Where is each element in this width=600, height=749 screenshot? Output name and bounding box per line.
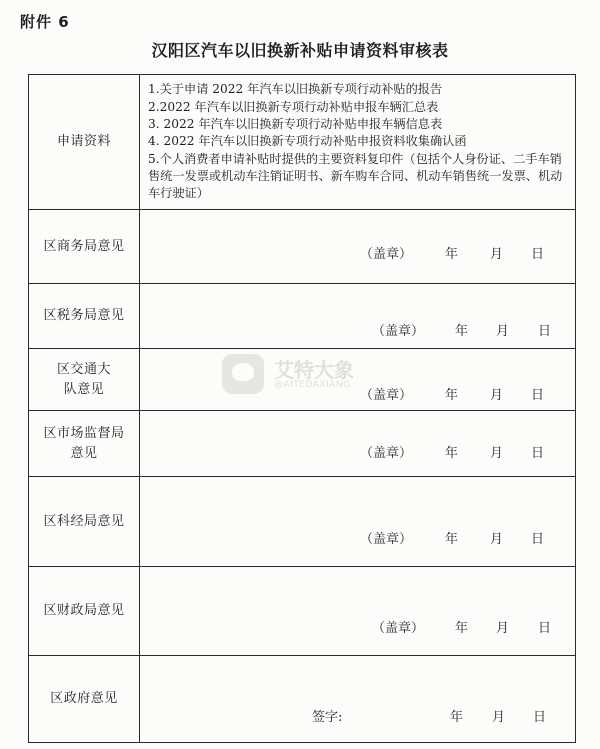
opinion-row-government — [29, 656, 576, 743]
date-month: 月 — [496, 324, 510, 339]
materials-item: 4. 2022 年汽车以旧换新专项行动补贴申报资料收集确认函 — [148, 134, 467, 149]
row-label-market: 区市场监督局意见 — [29, 411, 140, 477]
date-month: 月 — [490, 532, 504, 547]
signature-label: 签字: — [312, 710, 343, 725]
opinion-cell-commerce — [140, 210, 576, 284]
row-label-commerce: 区商务局意见 — [29, 210, 140, 284]
row-label-government: 区政府意见 — [29, 656, 140, 743]
attachment-label: 附件 6 — [20, 13, 70, 31]
date-month: 月 — [490, 446, 504, 461]
watermark-name: 艾特大象 — [274, 358, 354, 382]
opinion-cell-finance — [140, 567, 576, 656]
date-year: 年 — [455, 621, 469, 636]
opinion-cell-tax — [140, 284, 576, 349]
opinion-row-tech — [29, 477, 576, 567]
date-day: 日 — [531, 446, 545, 461]
materials-row — [29, 75, 576, 210]
seal-text: （盖章） — [360, 532, 413, 547]
opinion-row-tax — [29, 284, 576, 349]
opinion-cell-government — [140, 656, 576, 743]
row-label-traffic: 区交通大队意见 — [29, 349, 140, 411]
date-day: 日 — [538, 621, 552, 636]
opinion-row-finance — [29, 567, 576, 656]
watermark-handle: @AITEDAXIANG — [274, 380, 351, 390]
row-label-tax: 区税务局意见 — [29, 284, 140, 349]
opinion-row-traffic — [29, 349, 576, 411]
date-day: 日 — [531, 388, 545, 403]
date-day: 日 — [533, 710, 547, 725]
date-year: 年 — [445, 532, 459, 547]
date-month: 月 — [490, 388, 504, 403]
opinion-cell-market — [140, 411, 576, 477]
opinion-cell-tech — [140, 477, 576, 567]
review-form-table — [28, 74, 576, 743]
materials-item: 2.2022 年汽车以旧换新专项行动补贴申报车辆汇总表 — [148, 99, 439, 114]
seal-text: （盖章） — [360, 388, 413, 403]
opinion-cell-traffic — [140, 349, 576, 411]
date-month: 月 — [492, 710, 506, 725]
seal-text: （盖章） — [372, 621, 425, 636]
page-title: 汉阳区汽车以旧换新补贴申请资料审核表 — [151, 41, 449, 60]
row-label-finance: 区财政局意见 — [29, 567, 140, 656]
opinion-row-market — [29, 411, 576, 477]
date-year: 年 — [445, 247, 459, 262]
date-month: 月 — [490, 247, 504, 262]
date-day: 日 — [531, 247, 545, 262]
row-label-tech: 区科经局意见 — [29, 477, 140, 567]
opinion-row-commerce — [29, 210, 576, 284]
seal-text: （盖章） — [360, 446, 413, 461]
materials-label: 申请资料 — [29, 75, 140, 210]
materials-item: 1.关于申请 2022 年汽车以旧换新专项行动补贴的报告 — [148, 82, 443, 97]
seal-text: （盖章） — [360, 247, 413, 262]
materials-list — [140, 75, 576, 210]
date-year: 年 — [455, 324, 469, 339]
materials-item: 5.个人消费者申请补贴时提供的主要资料复印件（包括个人身份证、二手车销售统一发票或机动车注销证明书、新车购车合同、机动车销售统一发票、机动车行驶证） — [148, 151, 563, 201]
date-month: 月 — [496, 621, 510, 636]
date-year: 年 — [445, 388, 459, 403]
materials-item: 3. 2022 年汽车以旧换新专项行动补贴申报车辆信息表 — [148, 117, 443, 132]
date-year: 年 — [445, 446, 459, 461]
date-year: 年 — [450, 710, 464, 725]
date-day: 日 — [538, 324, 552, 339]
seal-text: （盖章） — [372, 324, 425, 339]
date-day: 日 — [531, 532, 545, 547]
